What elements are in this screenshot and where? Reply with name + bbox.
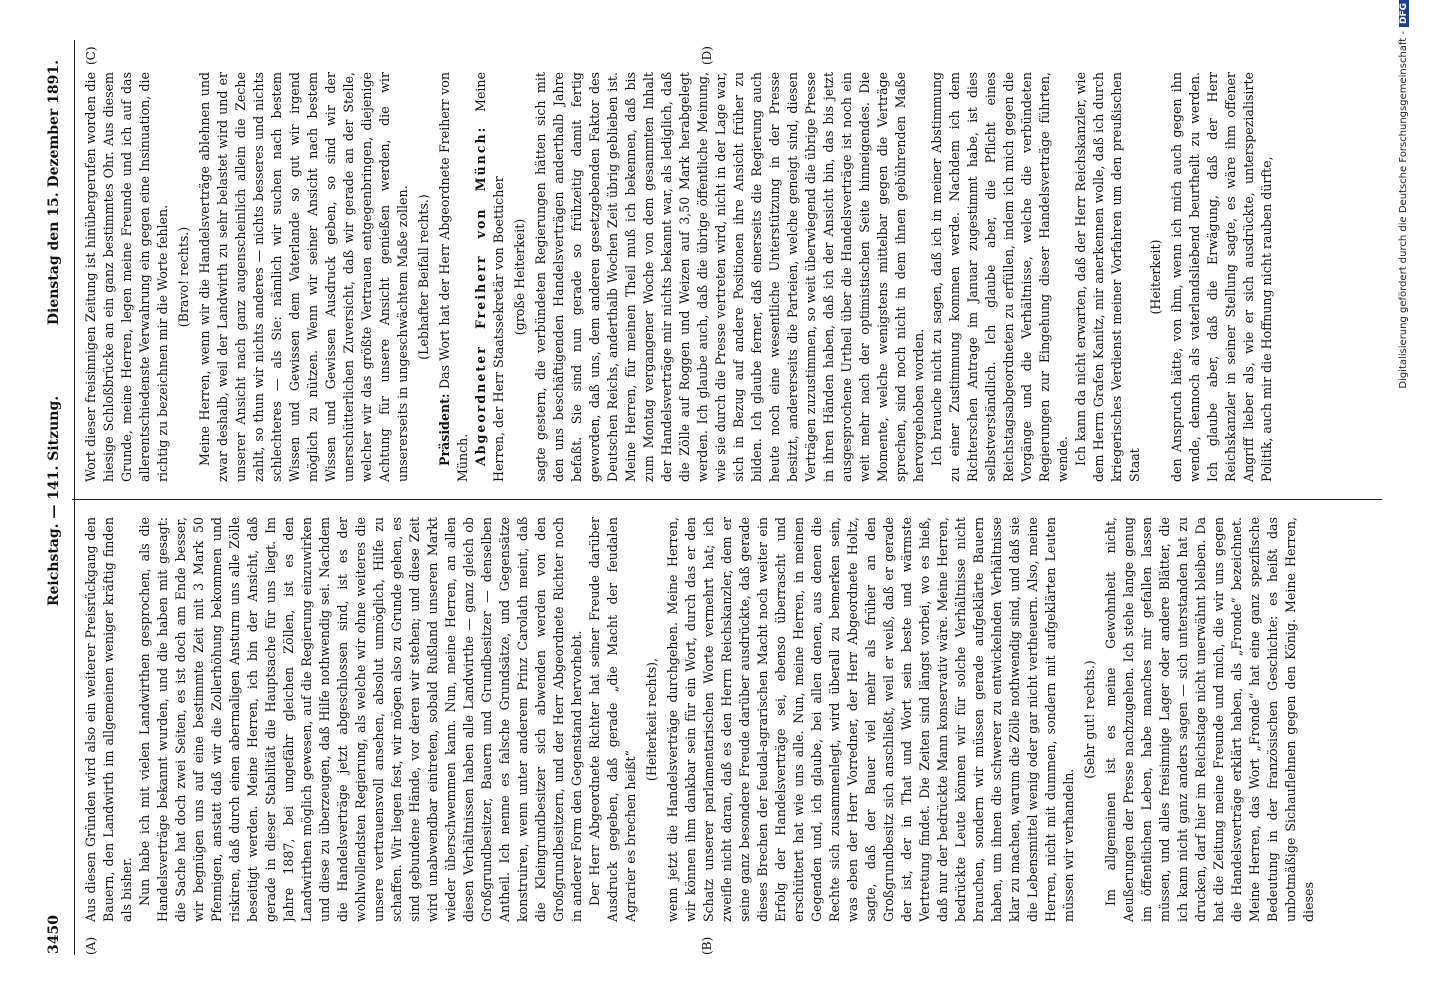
page-number: 3450 (46, 915, 62, 954)
paragraph: Ich brauche nicht zu sagen, daß ich in meiner Abstimmung zu einer Zustimmung kommen werde. Nachdem ich dem Richterschen Antrage im Januar zugestimmt habe, ist dies selbstverständlich. Ich glaube aber, die Pflicht eines Reichstagsabgeordneten zu erfüllen, indem ich mich gegen die Vorgänge und die Verhältnisse, welche die verbündeten Regierungen zur Eingehung dieser Handelsverträge führten, wende. (929, 72, 1070, 482)
paragraph: wenn jetzt die Handelsverträge durchgehen. Meine Herren, wir können ihm dankbar sein für ein Wort, durch das er den Schatz unserer parlamentarischen Worte vermehrt hat; ich zweifle nicht daran, daß es den Herrn Reichskanzler, dem er seine ganz besondere Freude darüber ausdrückte, daß gerade dieses Brechen der feudal-agrarischen Macht noch weiter ein Erfolg der Handelsverträge sei, ebenso überrascht und erschüttert hat wie uns alle. Nun, meine Herren, in meinen Gegenden und, ich glaube, bei allen denen, aus denen die Rechte sich zusammenlegt, wird überall zu bemerken sein, was eben der Herr Vorredner, der Herr Abgeordnete Holtz, sagte, daß der Bauer viel mehr als früher an den Großgrundbesitz sich anschließt, weil er weiß, daß er gerade der ist, der in That und Wort sein beste und wärmste Vertretung findet. Die Zeiten sind längst vorbei, wo es hieß, daß nur der bedrückte Mann konservativ wäre. Meine Herren, bedrückte Leute können wir für solche Verhältnisse nicht brauchen, sondern wir müssen gerade aufgeklärte Bauern haben, um ihnen die schwerer zu entwickelnden Verhältnisse klar zu machen, warum die Zölle nothwendig sind, und daß sie die Lebensmittel wenig oder gar nicht vertheuern. Also, meine Herren, nicht mit dummen, sondern mit aufgeklärten Leuten müssen wir verhandeln. (665, 517, 1076, 922)
margin-mark-b: (B) (700, 936, 714, 955)
interjection: (große Heiterkeit) (512, 218, 527, 336)
president-line (436, 72, 472, 482)
interjection: (Bravo! rechts.) (176, 226, 191, 328)
president-text: Das Wort hat der Herr Abgeordnete Freiherr von Münch. (437, 72, 470, 482)
speaker-label: Abgeordneter Freiherr von Münch: (473, 125, 488, 466)
margin-mark-d: (D) (700, 46, 714, 65)
paragraph: Wort dieser freisinnigen Zeitung ist hinübergerufen worden die hiesige Schloßbrücke an ein ganz bestimmtes Ohr. Aus diesem Grunde, meine Herren, legen meine Freunde und ich auf das allerentschiedenste Verwahrung ein gegen eine Insinuation, die richtig zu bezeichnen mir die Worte fehlen. (83, 72, 170, 482)
president-label: Präsident: (437, 393, 452, 466)
right-column (82, 72, 1378, 482)
paragraph: sagte gestern, die verbündeten Regierungen hätten sich mit den uns beschäftigenden Handelsverträgen anderthalb Jahre befaßt. Sie sind nun gerade so frühzeitig damit fertig geworden, daß uns, dem anderen gesetzgebenden Faktor des Deutschen Reichs, anderthalb Wochen Zeit übrig geblieben ist. Meine Herren, für meinen Theil muß ich bekennen, daß bis zum Montag vergangener Woche von dem gesammten Inhalt der Handelsverträge mir nichts bekannt war, als lediglich, daß die Zölle auf Roggen und Weizen auf 3,50 Mark herabgelegt werden. Ich glaube auch, daß die übrige öffentliche Meinung, wie sie durch die Presse vertreten wird, nicht in der Lage war, sich in Bezug auf andere Positionen ihre Ansicht früher zu bilden. Ich glaube ferner, daß einerseits die Regierung auch heute noch eine wesentliche Unterstützung in der Presse besitzt, andererseits die Parteien, welche geneigt sind, diesen Verträgen zuzustimmen, so weit überwiegend die übrige Presse in ihren Händen haben, daß ich der Ansicht bin, das bis jetzt ausgesprochene Urtheil über die Handelsverträge ist noch ein weit mehr nach der optimistischen Seite hinneigendes. Die Momente, welche wenigstens mittelbar gegen die Verträge sprechen, sind noch nicht in dem ihnen gebührenden Maße hervorgehoben worden. (533, 72, 926, 482)
footer-text: Digitalisierung gefördert durch die Deutsche Forschungsgemeinschaft - (1398, 31, 1409, 389)
session-date: Dienstag den 15. Dezember 1891. (46, 60, 62, 326)
page-header (40, 40, 70, 962)
margin-mark-a: (A) (84, 936, 98, 955)
margin-mark-c: (C) (84, 46, 98, 65)
speaker-text: Meine Herren, der Herr Staatssekretär von Boetticher (473, 72, 506, 482)
paragraph: Ich kann da nicht erwarten, daß der Herr Reichskanzler, wie dem Herrn Grafen Kanitz, mir anerkennen wolle, daß ich durch kriegerisches Verdienst meiner Vorfahren um den preußischen Staat (1073, 72, 1142, 482)
header-rule (74, 40, 75, 955)
footer-credit (1398, 0, 1409, 389)
speaker-line (472, 72, 508, 482)
paragraph: den Anspruch hätte, von ihm, wenn ich mich auch gegen ihn wende, dennoch als vaterlandsliebend beurtheilt zu werden. Ich glaube aber, daß die Erwägung, daß der Herr Reichskanzler in seiner Stellung sagte, es wäre ihm offener Angriff lieber als, wie er sich ausdrückte, unterspezialisirte Politik, auch mir die Hoffnung nicht rauben dürfte, (1169, 72, 1274, 482)
left-column (82, 517, 1378, 922)
session-title: Reichstag. — 141. Sitzung. (46, 395, 62, 607)
paragraph: Nun habe ich mit vielen Landwirthen gesprochen, als die Handelsverträge bekannt wurden, und die haben mit gesagt: die Sache hat doch zwei Seiten, es ist doch am Ende besser, wir begnügen uns auf eine bestimmte Zeit mit 3 Mark 50 Pfennigen, anstatt daß wir die Zollerhöhung bekommen und riskiren, daß durch einen abermaligen Ansturm uns alle Zölle beseitigt werden. Meine Herren, ich bin der Ansicht, daß gerade in dieser Stabilität die Hauptsache für uns liegt. Im Jahre 1887, bei ungefähr gleichen Zöllen, ist es den Landwirthen möglich gewesen, auf die Regierung einzuwirken und diese zu überzeugen, daß Hilfe nothwendig sei. Nachdem die Handelsverträge jetzt abgeschlossen sind, ist es der wohlwollendsten Regierung, als welche wir ohne weiteres die unsere vertrauensvoll ansehen, absolut unmöglich, Hilfe zu schaffen. Wir liegen fest, wir mögen also zu Grunde gehen, es sind gebundene Hände, vor deren wir stehen; und diese Zeit wird unabwendbar eintreten, sobald Rußland unseren Markt wieder überschwemmen kann. Nun, meine Herren, an allen diesen Verhältnissen haben alle Landwirthe — ganz gleich ob Großgrundbesitzer, Bauern und Grundbesitzer — denselben Antheil. Ich nenne es falsche Grundsätze, und Gegensätze konstruiren, wenn unter anderem Prinz Carolath meint, daß die Kleingrundbesitzer sich abwenden werden von den Großgrundbesitzern, und der Herr Abgeordnete Richter noch in anderer Form den Gegenstand hervorhebt. (137, 517, 584, 922)
interjection: (Sehr gut! rechts.) (1082, 660, 1097, 779)
paragraph: Meine Herren, wenn wir die Handelsverträge ablehnen und zwar deshalb, weil der Landwirth zu sehr belastet wird und er unserer Ansicht nach ganz augenscheinlich allein die Zeche zahlt, so thun wir nichts anderes — nichts besseres und nichts schlechteres — als Sie: nämlich wir suchen nach bestem Wissen und Gewissen dem Vaterlande so gut wir irgend möglich zu nützen. Wenn wir seiner Ansicht nach bestem Wissen und Gewissen Ausdruck geben, so sind wir der unerschütterlichen Zuversicht, daß wir gerade an der Stelle, welcher wir das größte Vertrauen entgegenbringen, diejenige Achtung für unsere Ansicht genießen werden, die wir unsererseits in ungeschwächtem Maße zollen. (197, 72, 410, 482)
paragraph: Der Herr Abgeordnete Richter hat seiner Freude darüber Ausdruck gegeben, daß gerade „die Macht der feudalen Agrarier es brechen heißt“ (587, 517, 638, 922)
column-divider (72, 499, 1382, 500)
dfg-logo: DFG (1399, 0, 1409, 27)
paragraph: Aus diesen Gründen wird also ein weiterer Preisrückgang den Bauern, den Landwirth im allgemeinen weniger kräftig finden als bisher. (83, 517, 134, 922)
interjection: (Heiterkeit) (1148, 239, 1163, 315)
interjection: (Lebhafter Beifall rechts.) (416, 194, 431, 360)
paragraph: Im allgemeinen ist es meine Gewohnheit nicht, Aeußerungen der Presse nachzugehen. Ich stehe lange genug im öffentlichen Leben, habe manches mir gefallen lassen müssen, und alles freisinnige Lager oder andere Blätter, die ich kann nicht ganz anders sagen — sich unterstanden hat zu drucken, darf hier im Reichstage nicht unerwähnt bleiben. Da hat die Zeitung meine Freunde und mich, die wir uns gegen die Handelsverträge erklärt haben, als „Fronde“ bezeichnet. Meine Herren, das Wort „Fronde“ hat eine ganz spezifische Bedeutung in der französischen Geschichte: es heißt das unbotmäßige Sichauflehnen gegen den König. Meine Herren, dieses (1103, 517, 1316, 922)
interjection: (Heiterkeit rechts), (644, 657, 659, 782)
